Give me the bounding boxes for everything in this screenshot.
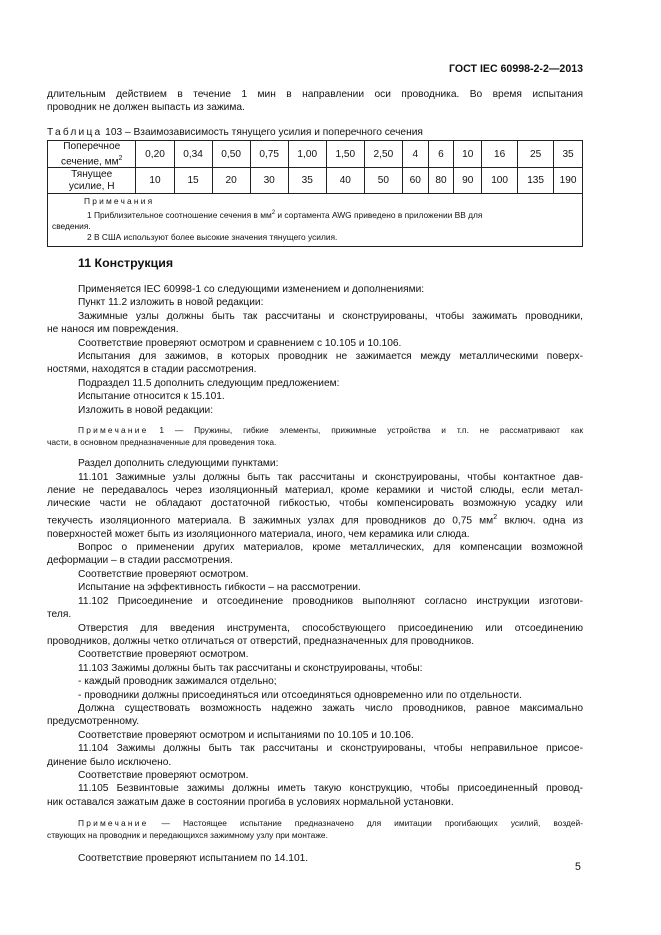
table-note-1-cont: сведения. — [52, 220, 91, 231]
cross-section-value: 0,34 — [174, 141, 212, 168]
cross-section-row — [48, 141, 583, 168]
note-springs — [47, 425, 583, 448]
paragraph: 11.105 Безвинтовые зажимы должны иметь такую конструкцию, чтобы присоединенный провод- — [78, 783, 583, 795]
paragraph: Должна существовать возможность надежно зажать число проводников, равное максимально — [78, 702, 583, 714]
pull-force-value: 20 — [212, 168, 250, 194]
paragraph: Соответствие проверяют осмотром и испытаниями по 10.105 и 10.106. — [78, 729, 414, 741]
paragraph: 11.101 Зажимные узлы должны быть так рассчитаны и сконструированы, чтобы контактное дав- — [78, 471, 583, 483]
note-line — [47, 818, 583, 830]
pull-force-label-a: Тянущее — [71, 169, 113, 181]
paragraph: Испытание относится к 15.101. — [78, 391, 225, 403]
cross-section-value: 1,50 — [326, 141, 364, 168]
paragraph: Отверстия для введения инструмента, способствующего присоединению или отсоединению — [78, 622, 583, 634]
note-deflection — [47, 818, 583, 841]
paragraph: теля. — [47, 609, 72, 621]
paragraph: 11.103 Зажимы должны быть так рассчитаны и сконструированы, чтобы: — [78, 662, 423, 674]
table-caption — [47, 127, 423, 138]
pull-force-row — [48, 168, 583, 194]
pull-force-value: 100 — [482, 168, 518, 194]
paragraph: ностями, находятся в стадии рассмотрения. — [47, 364, 257, 376]
cross-section-value: 25 — [518, 141, 554, 168]
paragraph: Соответствие проверяют осмотром и сравнением с 10.105 и 10.106. — [78, 337, 402, 349]
note-word: Примечание — [78, 818, 149, 829]
paragraph: Применяется IEC 60998-1 со следующими изменением и дополнениями: — [78, 284, 425, 295]
standard-header: ГОСТ IEC 60998-2-2—2013 — [449, 63, 583, 75]
pull-force-value: 10 — [136, 168, 174, 194]
cross-section-value: 1,00 — [288, 141, 326, 168]
cross-section-value: 10 — [454, 141, 482, 168]
paragraph: Подраздел 11.5 дополнить следующим предложением: — [78, 377, 340, 389]
paragraph: 11.102 Присоединение и отсоединение проводников выполняют согласно инструкции изготови- — [78, 595, 583, 607]
paragraph-sup: 2 — [493, 513, 498, 521]
pull-force-table — [47, 140, 583, 247]
table-caption-word: Таблица — [47, 127, 103, 138]
paragraph: - каждый проводник зажимался отдельно; — [78, 676, 277, 688]
note-text: 1 — Пружины, гибкие элементы, прижимные устройства и т.п. не рассматривают как — [148, 425, 583, 436]
pull-force-label-b: усилие, Н — [68, 180, 115, 192]
cross-section-value: 6 — [428, 141, 454, 168]
pull-force-value: 60 — [402, 168, 428, 194]
note-word: Примечание — [78, 425, 149, 436]
table-notes-row — [48, 194, 583, 247]
table-notes — [48, 194, 583, 247]
table-note-1-a: 1 Приблизительное соотношение сечения в мм — [87, 209, 272, 220]
page-number: 5 — [575, 861, 581, 873]
table-note-2: 2 В США используют более высокие значения тянущего усилия. — [87, 232, 338, 243]
cross-section-value: 2,50 — [364, 141, 402, 168]
section-title: 11 Конструкция — [78, 256, 174, 270]
pull-force-value: 35 — [288, 168, 326, 194]
intro-paragraph — [47, 88, 583, 115]
cross-section-value: 0,75 — [250, 141, 288, 168]
paragraph: Изложить в новой редакции: — [78, 404, 214, 416]
paragraph-part: текучесть изоляционного материала. В зажимных узлах для проводников до 0,75 мм — [47, 515, 494, 527]
cross-section-value: 16 — [482, 141, 518, 168]
pull-force-value: 15 — [174, 168, 212, 194]
cross-section-value: 0,50 — [212, 141, 250, 168]
pull-force-value: 40 — [326, 168, 364, 194]
table-note-1-b: и сортамента AWG приведено в приложении ВВ для — [275, 209, 483, 220]
table-note-1-sup: 2 — [271, 209, 276, 216]
note-line: ствующих на проводник и передающихся зажимному узлу при монтаже. — [47, 829, 328, 840]
paragraph: не нанося им повреждения. — [47, 324, 179, 336]
note-line — [47, 425, 583, 437]
paragraph: Пункт 11.2 изложить в новой редакции: — [78, 297, 264, 309]
cross-section-label-sup: 2 — [118, 154, 123, 162]
paragraph-part: включ. одна из — [497, 515, 584, 527]
pull-force-value: 90 — [454, 168, 482, 194]
paragraph: поверхностей может быть из изоляционного материала, иного, чем керамика или слюда. — [47, 528, 470, 540]
paragraph: Раздел дополнить следующими пунктами: — [78, 458, 279, 470]
table-note-1 — [52, 208, 578, 221]
note-text: — Настоящее испытание предназначено для имитации прогибающих усилий, воздей- — [148, 818, 583, 829]
paragraph: Зажимные узлы должны быть так рассчитаны и сконструированы, чтобы зажимать проводники, — [78, 310, 583, 322]
pull-force-label — [48, 168, 136, 194]
paragraph: Вопрос о применении других материалов, кроме металлических, для компенсации возможной — [78, 542, 583, 554]
paragraph: Соответствие проверяют осмотром. — [78, 769, 249, 781]
cross-section-value: 35 — [554, 141, 583, 168]
paragraph: Испытание на эффективность гибкости – на рассмотрении. — [78, 582, 361, 594]
pull-force-value: 135 — [518, 168, 554, 194]
paragraph: лические части не обладают достаточной гибкостью, чтобы компенсировать возможную усадку или — [47, 498, 583, 510]
paragraph: деформации – в стадии рассмотрения. — [47, 555, 233, 567]
intro-line-2: проводник не должен выпасть из зажима. — [47, 102, 245, 114]
paragraph: ник оставался зажатым даже в состоянии прогиба в условиях нормальной установки. — [47, 796, 454, 808]
paragraph: 11.104 Зажимы должны быть так рассчитаны и сконструированы, чтобы неправильное присое- — [78, 743, 583, 755]
paragraph: Соответствие проверяют осмотром. — [78, 568, 249, 580]
note-line: части, в основном предназначенные для проведения тока. — [47, 436, 277, 447]
cross-section-label-b: сечение, мм — [61, 155, 119, 167]
pull-force-value: 190 — [554, 168, 583, 194]
section-body — [47, 283, 583, 866]
paragraph — [47, 511, 583, 528]
paragraph: ление не передавалось через изоляционный материал, кроме керамики и чистой слюды, если метал- — [47, 485, 583, 497]
paragraph: Соответствие проверяют испытанием по 14.101. — [78, 853, 309, 865]
cross-section-label — [48, 141, 136, 168]
intro-line-1: длительным действием в течение 1 мин в направлении оси проводника. Во время испытания — [47, 89, 583, 100]
table-caption-rest: 103 – Взаимозависимость тянущего усилия и поперечного сечения — [102, 127, 423, 138]
pull-force-value: 30 — [250, 168, 288, 194]
paragraph: Соответствие проверяют осмотром. — [78, 649, 249, 661]
pull-force-value: 80 — [428, 168, 454, 194]
paragraph: Испытания для зажимов, в которых проводник не зажимается между металлическими поверх- — [78, 351, 583, 363]
cross-section-value: 4 — [402, 141, 428, 168]
paragraph: - проводники должны присоединяться или отсоединяться одновременно или по отдельности. — [78, 689, 522, 701]
paragraph: проводников, должны четко отличаться от отверстий, предназначенных для проводников. — [47, 635, 475, 647]
pull-force-value: 50 — [364, 168, 402, 194]
paragraph: динение было исключено. — [47, 756, 172, 768]
cross-section-label-a: Поперечное — [63, 141, 121, 152]
paragraph: предусмотренному. — [47, 716, 140, 728]
cross-section-value: 0,20 — [136, 141, 174, 168]
table-notes-title: Примечания — [84, 196, 155, 207]
